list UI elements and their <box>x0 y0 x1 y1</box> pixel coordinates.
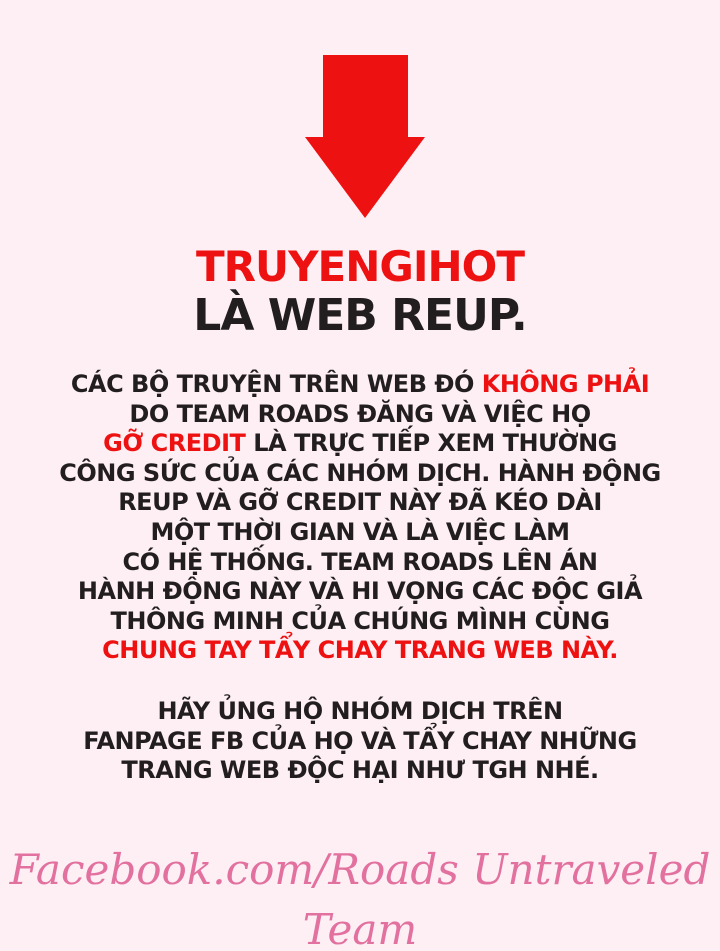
notice-text-highlight: KHÔNG PHẢI <box>481 370 650 398</box>
notice-line-3 <box>0 429 720 459</box>
notice-text: CÔNG SỨC CỦA CÁC NHÓM DỊCH. HÀNH ĐỘNG <box>59 458 661 487</box>
notice-text: CÁC BỘ TRUYỆN TRÊN WEB ĐÓ <box>70 370 482 398</box>
notice-line-6 <box>0 518 720 548</box>
notice-text: THÔNG MINH CỦA CHÚNG MÌNH CÙNG <box>110 606 610 635</box>
notice-line-1 <box>0 370 720 400</box>
notice-text: DO TEAM ROADS ĐĂNG VÀ VIỆC HỌ <box>129 399 591 428</box>
notice-line-10 <box>0 636 720 666</box>
support-paragraph <box>0 697 720 786</box>
support-text: HÃY ỦNG HỘ NHÓM DỊCH TRÊN <box>157 697 563 725</box>
notice-line-9 <box>0 607 720 637</box>
support-text: TRANG WEB ĐỘC HẠI NHƯ TGH NHÉ. <box>121 756 599 785</box>
notice-line-5 <box>0 488 720 518</box>
subtitle: LÀ WEB REUP. <box>193 290 527 341</box>
notice-text: MỘT THỜI GIAN VÀ LÀ VIỆC LÀM <box>150 517 570 546</box>
support-text: FANPAGE FB CỦA HỌ VÀ TẨY CHAY NHỮNG <box>83 726 637 755</box>
notice-text: CÓ HỆ THỐNG. TEAM ROADS LÊN ÁN <box>122 547 598 576</box>
notice-line-7 <box>0 548 720 578</box>
notice-line-8 <box>0 577 720 607</box>
notice-paragraph <box>0 370 720 666</box>
site-name-title: TRUYENGIHOT <box>196 242 524 291</box>
support-line-2 <box>0 727 720 757</box>
notice-text: LÀ TRỰC TIẾP XEM THƯỜNG <box>245 429 617 458</box>
down-arrow-icon <box>305 55 425 218</box>
notice-text-highlight: GỠ CREDIT <box>103 429 246 458</box>
notice-text: HÀNH ĐỘNG NÀY VÀ HI VỌNG CÁC ĐỘC GIẢ <box>77 577 643 606</box>
notice-text: REUP VÀ GỠ CREDIT NÀY ĐÃ KÉO DÀI <box>118 488 602 517</box>
notice-line-4 <box>0 459 720 489</box>
support-line-1 <box>0 697 720 727</box>
notice-line-2 <box>0 400 720 430</box>
facebook-url-text: Facebook.com/Roads Untraveled Team <box>9 845 711 951</box>
support-line-3 <box>0 756 720 786</box>
notice-text-highlight: CHUNG TAY TẨY CHAY TRANG WEB NÀY. <box>102 636 618 665</box>
